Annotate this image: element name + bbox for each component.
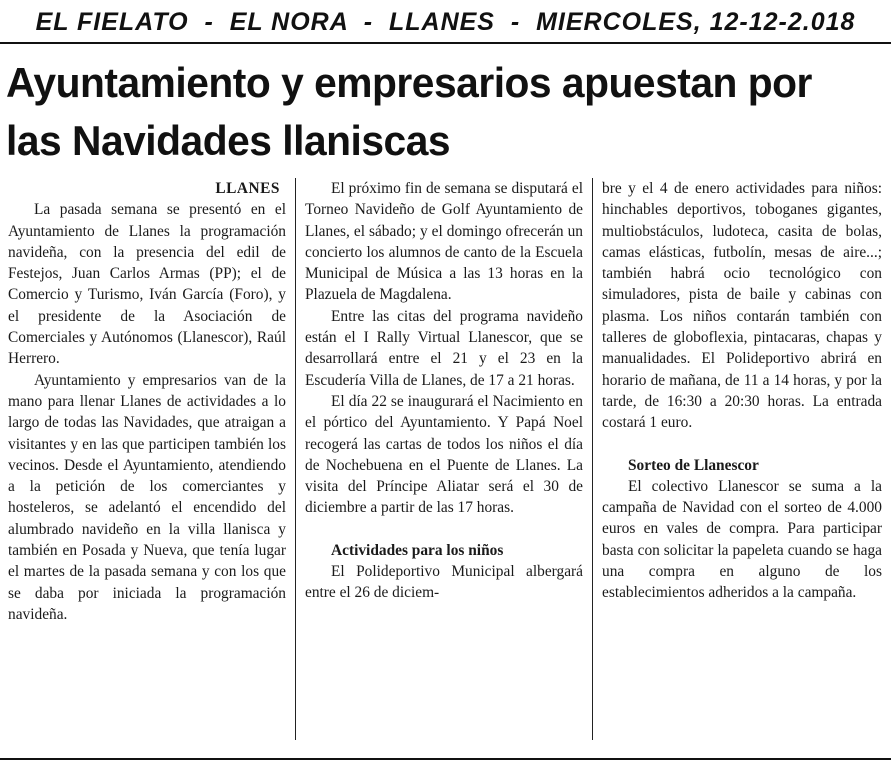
article-column-3	[602, 178, 882, 748]
subheading-sorteo: Sorteo de Llanescor	[628, 456, 759, 474]
headline: Ayuntamiento y empresarios apuestan por las Navidades llaniscas	[6, 59, 812, 164]
column-divider	[295, 178, 296, 740]
article-paragraph: Ayuntamiento y empresarios van de la mano para llenar Llanes de actividades a lo largo de todas las Navidades, que atraigan a visitantes y en las que participen también los vecinos. Desde el Ayuntamiento, atendiendo a la petición de los comerciantes y hosteleros, se adelantó el encendido del alumbrado navideño en la villa llanisca y también en Posada y Nueva, que tenía lugar el martes de la pasada semana y con los que se daba por iniciada la programación navideña.	[8, 371, 286, 623]
bottom-rule	[0, 758, 891, 760]
article-paragraph: La pasada semana se presentó en el Ayuntamiento de Llanes la programación navideña, con la presencia del edil de Festejos, Juan Carlos Armas (PP); el de Comercio y Turismo, Iván García (Foro), y el presidente de la Asociación de Comerciales y Autónomos (Llanescor), Raúl Herrero.	[8, 201, 286, 368]
article-paragraph: El Polideportivo Municipal albergará entre el 26 de diciem-	[305, 563, 583, 602]
subheading-actividades: Actividades para los niños	[331, 541, 504, 559]
article-column-2	[305, 178, 583, 748]
article-column-1	[8, 178, 286, 748]
article-paragraph: Entre las citas del programa navideño están el I Rally Virtual Llanescor, que se desarrollará entre el 21 y el 23 en la Escudería Villa de Llanes, de 17 a 21 horas.	[305, 307, 583, 389]
article-paragraph: El colectivo Llanescor se suma a la campaña de Navidad con el sorteo de 4.000 euros en vales de compra. Para participar basta con solicitar la papeleta cuando se haga una compra en alguno de los establecimientos adheridos a la campaña.	[602, 477, 882, 602]
article-paragraph: bre y el 4 de enero actividades para niños: hinchables deportivos, toboganes gigantes, multiobstáculos, ludoteca, casita de bolas, camas elásticas, futbolín, mesas de aire...; también habrá ocio tecnológico con simuladores, pista de baile y cabinas con plasma. Los niños contarán también con talleres de globoflexia, pintacaras, chapas y manualidades. El Polideportivo abrirá en horario de mañana, de 11 a 14 horas, y por la tarde, de 16:30 a 20:30 horas. La entrada costará 1 euro.	[602, 180, 882, 432]
byline: LLANES	[215, 180, 280, 197]
article-paragraph: El día 22 se inaugurará el Nacimiento en el pórtico del Ayuntamiento. Y Papá Noel recogerá las cartas de todos los niños el día de Nochebuena en el Puente de Llanes. La visita del Príncipe Aliatar será el 30 de diciembre a partir de las 17 horas.	[305, 392, 583, 517]
column-divider	[592, 178, 593, 740]
article-paragraph: El próximo fin de semana se disputará el Torneo Navideño de Golf Ayuntamiento de Llanes, el sábado; y el domingo ofrecerán un concierto los alumnos de canto de la Escuela Municipal de Música a las 13 horas en la Plazuela de Magdalena.	[305, 180, 583, 304]
masthead: EL FIELATO - EL NORA - LLANES - MIERCOLES, 12-12-2.018	[0, 0, 891, 44]
